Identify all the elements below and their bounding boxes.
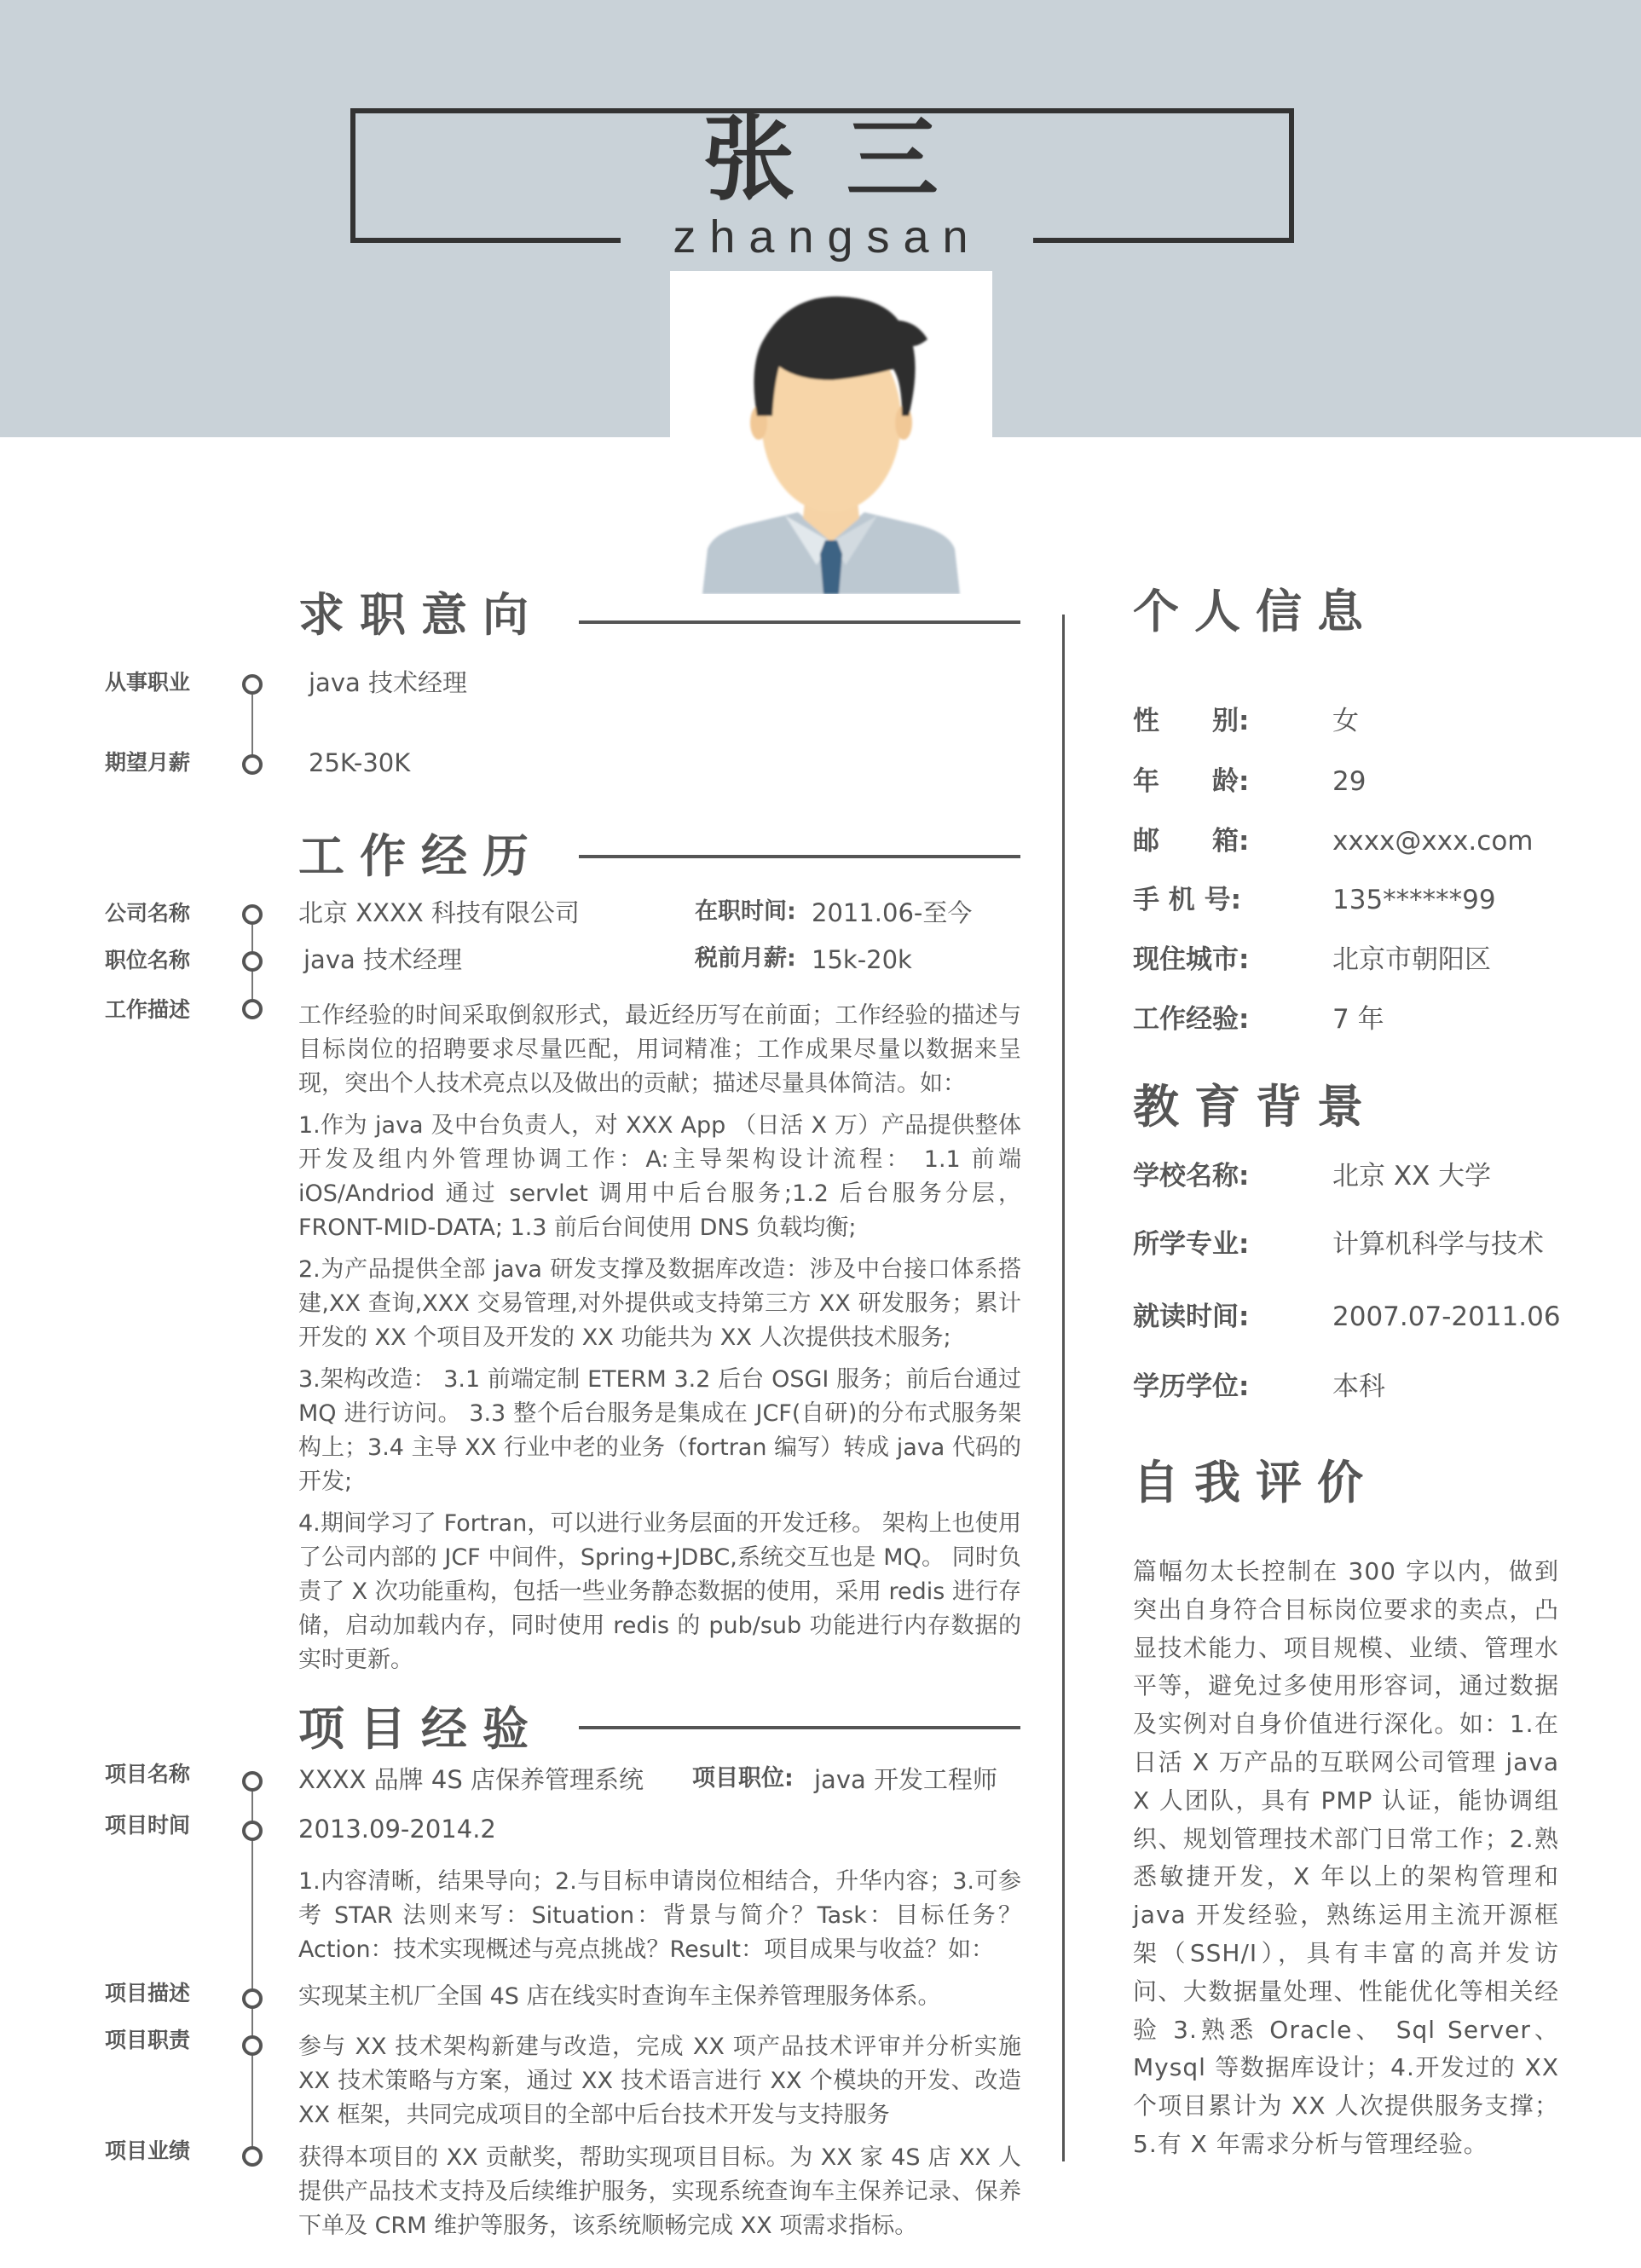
work-description-paragraph: 工作经验的时间采取倒叙形式，最近经历写在前面；工作经验的描述与目标岗位的招聘要求尽量匹配，用词精准；工作成果尽量以数据来呈现，突出个人技术亮点以及做出的贡献；描述尽量具体简洁。如： <box>298 1002 1021 1097</box>
section-title-education: 教育背景 <box>1133 1080 1378 1134</box>
work-description-paragraph: 2.为产品提供全部 java 研发支撑及数据库改造：涉及中台接口体系搭建,XX 查询,XXX 交易管理,对外提供或支持第三方 XX 研发服务；累计开发的 XX 个项目及开发的 XX 功能共为 XX 人次提供技术服务; <box>298 1256 1021 1351</box>
section-title-personal-info: 个人信息 <box>1133 585 1378 638</box>
timeline-dot-icon <box>242 754 263 775</box>
work-years-label: 工作经验: <box>1133 1004 1250 1035</box>
avatar <box>670 271 992 594</box>
school-value: 北京 XX 大学 <box>1332 1161 1492 1192</box>
position-label: 职位名称 <box>105 948 191 972</box>
gender-label: 性 别: <box>1133 706 1250 736</box>
major-label: 所学专业: <box>1133 1229 1250 1260</box>
timeline-dot-icon <box>242 2035 263 2056</box>
city-value: 北京市朝阳区 <box>1332 944 1491 975</box>
work-description-paragraph: 1.作为 java 及中台负责人，对 XXX App （日活 X 万）产品提供整体开发及组内外管理协调工作：A:主导架构设计流程： 1.1 前端 iOS/Andriod 通过 servlet 调用中后台服务;1.2 后台服务分层，FRONT-MID-DATA; 1.3 前后台间使用 DNS 负载均衡; <box>298 1112 1021 1241</box>
section-divider <box>579 1726 1020 1729</box>
section-title-job-intention: 求职意向 <box>298 588 544 642</box>
timeline-connector <box>251 1790 253 2156</box>
job-field-label: 从事职业 <box>105 670 191 695</box>
timeline-dot-icon <box>242 1821 263 1841</box>
self-evaluation-text: 篇幅勿太长控制在 300 字以内，做到突出自身符合目标岗位要求的卖点，凸显技术能力、项目规模、业绩、管理水平等，避免过多使用形容词，通过数据及实例对自身价值进行深化。如：1.在日活 X 万产品的互联网公司管理 java X 人团队，具有 PMP 认证，能协调组织、规划管理技术部门日常工作；2.熟悉敏捷开发，X 年以上的架构管理和 java 开发经验，熟练运用主流开源框架（SSH/I），具有丰富的高并发访问、大数据量处理、性能优化等相关经验 3.熟悉 Oracle、 Sql Server、Mysql 等数据库设计；4.开发过的 XX 个项目累计为 XX 人次提供服务支撑；5.有 X 年需求分析与管理经验。 <box>1133 1557 1559 2158</box>
school-label: 学校名称: <box>1133 1161 1250 1192</box>
age-value: 29 <box>1332 766 1367 797</box>
section-divider <box>579 620 1020 624</box>
timeline-dot-icon <box>242 1771 263 1792</box>
study-period-value: 2007.07-2011.06 <box>1332 1301 1561 1332</box>
section-divider <box>579 855 1020 858</box>
project-name-label: 项目名称 <box>105 1762 191 1786</box>
work-description-paragraph: 4.期间学习了 Fortran，可以进行业务层面的开发迁移。 架构上也使用了公司内部的 JCF 中间件，Spring+JDBC,系统交互也是 MQ。 同时负责了 X 次功能重构，包括一些业务静态数据的使用，采用 redis 进行存储，启动加载内存，同时使用 redis 的 pub/sub 功能进行内存数据的实时更新。 <box>298 1510 1021 1673</box>
section-title-project-experience: 项目经验 <box>298 1702 544 1756</box>
work-description <box>298 999 1021 1685</box>
tenure-label: 在职时间: <box>695 898 796 925</box>
avatar-illustration-icon <box>670 271 992 594</box>
project-role-label: 项目职位: <box>692 1765 794 1792</box>
project-time-value: 2013.09-2014.2 <box>298 1815 496 1844</box>
company-label: 公司名称 <box>105 901 191 926</box>
section-title-work-experience: 工作经历 <box>298 829 544 883</box>
expected-salary-label: 期望月薪 <box>105 750 191 775</box>
name-pinyin: zhangsan <box>673 211 982 263</box>
degree-value: 本科 <box>1332 1371 1385 1402</box>
major-value: 计算机科学与技术 <box>1332 1229 1544 1260</box>
timeline-dot-icon <box>242 1988 263 2009</box>
email-value[interactable]: xxxx@xxx.com <box>1332 826 1534 857</box>
age-label: 年 龄: <box>1133 766 1250 797</box>
email-label: 邮 箱: <box>1133 826 1250 857</box>
project-result-value: 获得本项目的 XX 贡献奖，帮助实现项目目标。为 XX 家 4S 店 XX 人提供产品技术支持及后续维护服务，实现系统查询车主保养记录、保养下单及 CRM 维护等服务，该系统顺畅完成 XX 项需求指标。 <box>298 2144 1021 2239</box>
project-result-label: 项目业绩 <box>105 2138 191 2163</box>
project-description-value: 实现某主机厂全国 4S 店在线实时查询车主保养管理服务体系。 <box>298 1983 941 2010</box>
degree-label: 学历学位: <box>1133 1371 1250 1402</box>
column-divider <box>1062 615 1065 2161</box>
section-title-self-evaluation: 自我评价 <box>1133 1456 1378 1509</box>
work-years-value: 7 年 <box>1332 1004 1384 1035</box>
project-name-value: XXXX 品牌 4S 店保养管理系统 <box>298 1765 644 1794</box>
position-value: java 技术经理 <box>303 945 462 974</box>
timeline-dot-icon <box>242 674 263 695</box>
timeline-dot-icon <box>242 2146 263 2167</box>
project-description-label: 项目描述 <box>105 1981 191 2005</box>
salary-label: 税前月薪: <box>695 945 796 972</box>
job-field-value: java 技术经理 <box>309 668 467 697</box>
timeline-dot-icon <box>242 951 263 972</box>
project-duty-value: 参与 XX 技术架构新建与改造，完成 XX 项产品技术评审并分析实施 XX 技术策略与方案，通过 XX 技术语言进行 XX 个模块的开发、改造 XX 框架，共同完成项目的全部中后台技术开发与支持服务 <box>298 2034 1021 2128</box>
study-period-label: 就读时间: <box>1133 1301 1250 1332</box>
salary-value: 15k-20k <box>812 945 912 974</box>
name-chinese: 张三 <box>702 107 990 213</box>
project-role-value: java 开发工程师 <box>814 1765 997 1794</box>
project-star-note: 1.内容清晰，结果导向；2.与目标申请岗位相结合，升华内容；3.可参考 STAR 法则来写：Situation：背景与简介？Task：目标任务？Action：技术实现概述与亮点挑战？Result：项目成果与收益？如： <box>298 1868 1021 1963</box>
phone-value: 135******99 <box>1332 885 1496 915</box>
timeline-dot-icon <box>242 904 263 925</box>
work-description-label: 工作描述 <box>105 997 191 1022</box>
expected-salary-value: 25K-30K <box>309 748 411 777</box>
phone-label: 手 机 号: <box>1133 885 1241 915</box>
timeline-dot-icon <box>242 999 263 1019</box>
timeline-connector <box>251 695 253 757</box>
company-value: 北京 XXXX 科技有限公司 <box>298 898 580 927</box>
gender-value: 女 <box>1332 706 1359 736</box>
tenure-value: 2011.06-至今 <box>812 898 973 927</box>
work-description-paragraph: 3.架构改造： 3.1 前端定制 ETERM 3.2 后台 OSGI 服务；前后台通过 MQ 进行访问。 3.3 整个后台服务是集成在 JCF(自研)的分布式服务架构上；3.4 主导 XX 行业中老的业务（fortran 编写）转成 java 代码的开发; <box>298 1366 1021 1495</box>
project-duty-label: 项目职责 <box>105 2028 191 2052</box>
city-label: 现住城市: <box>1133 944 1250 975</box>
project-time-label: 项目时间 <box>105 1813 191 1838</box>
